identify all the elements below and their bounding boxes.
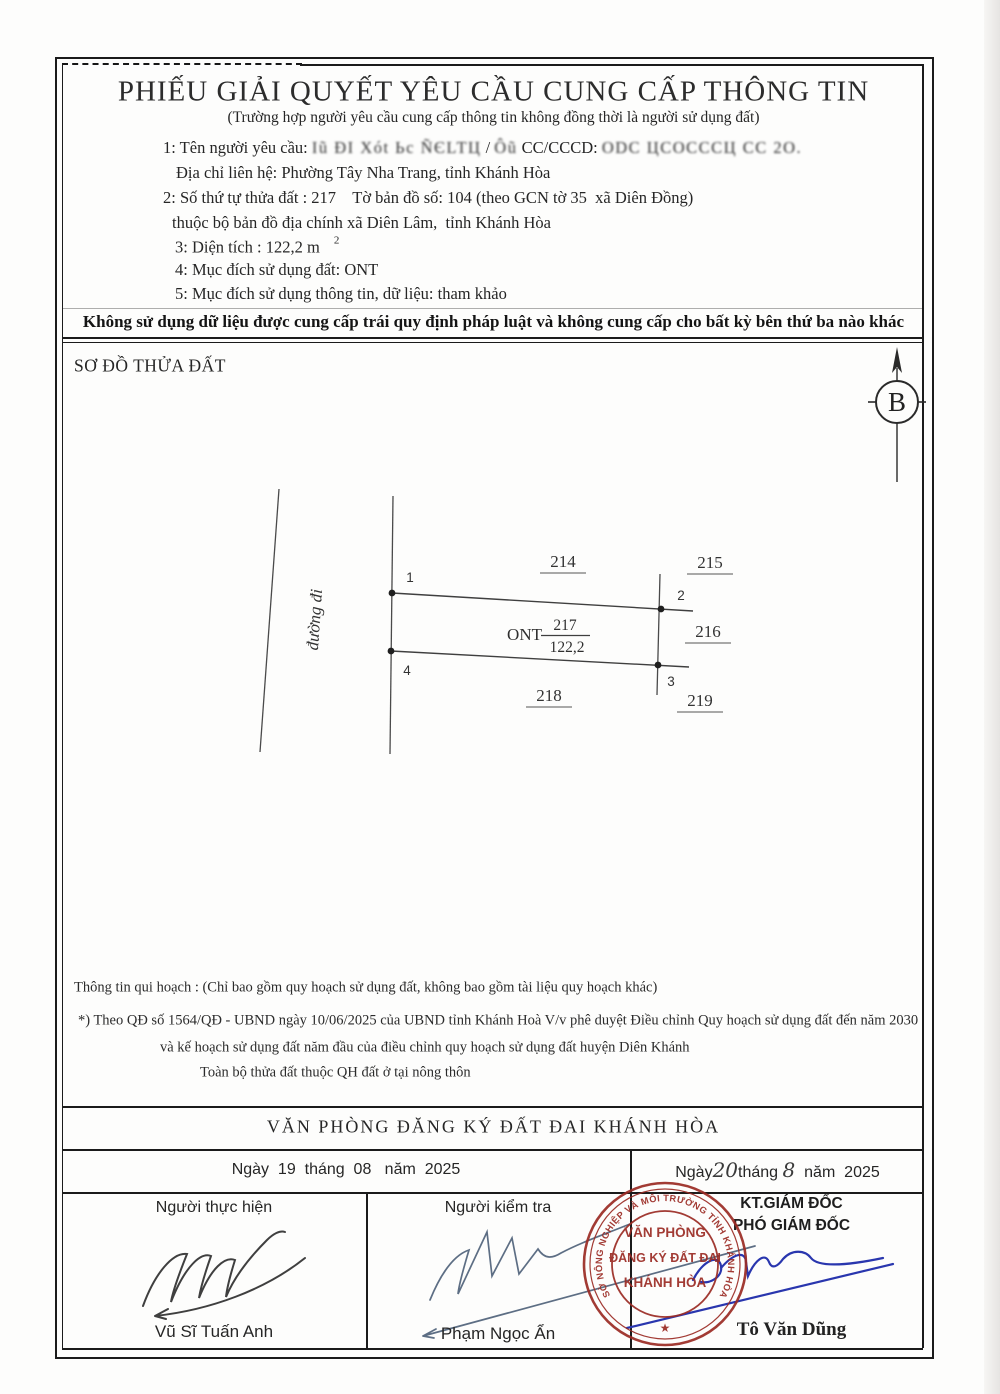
neighbor-parcel-218: 218	[536, 686, 562, 705]
parcel-number-line: 2: Số thứ tự thửa đất : 217 Tờ bản đồ số: 104 (theo GCN tờ 35 xã Diên Đồng)	[163, 188, 694, 207]
parcel-land-use: ONT	[507, 625, 542, 644]
area-line	[175, 235, 339, 258]
page-title: PHIẾU GIẢI QUYẾT YÊU CẦU CUNG CẤP THÔNG TIN	[117, 75, 870, 108]
diagram-section-title: SƠ ĐỒ THỬA ĐẤT	[74, 355, 226, 376]
executor-name: Vũ Sĩ Tuấn Anh	[154, 1322, 274, 1341]
vertex-dot-1	[389, 590, 396, 597]
scan-edge-shadow	[984, 0, 1000, 1394]
boundary-line-left	[390, 496, 393, 754]
planning-note-3: Toàn bộ thửa đất thuộc QH đất ở tại nông thôn	[200, 1064, 471, 1081]
stamp-line-2: ĐĂNG KÝ ĐẤT ĐAI	[609, 1251, 721, 1265]
parcel-number: 217	[553, 617, 577, 634]
parcel-edge-bottom	[391, 651, 689, 667]
date-right-day-handwritten: 20	[712, 1158, 739, 1182]
planning-intro: Thông tin qui hoạch : (Chỉ bao gồm quy hoạch sử dụng đất, không bao gồm tài liệu quy hoạch khác)	[74, 979, 658, 996]
cccd-label: CC/CCCD:	[521, 138, 598, 157]
boundary-line-right	[657, 574, 660, 695]
faint-divider	[62, 308, 923, 309]
applicant-label: 1: Tên người yêu cầu:	[163, 138, 308, 157]
north-label: B	[887, 387, 907, 417]
applicant-separator: /	[485, 138, 491, 157]
table-line-top	[62, 1106, 923, 1108]
redacted-cccd-number: ODC ЦCOCCCЦ CC 2O.	[601, 138, 803, 157]
executor-role: Người thực hiện	[155, 1199, 273, 1216]
planning-note-2: và kế hoạch sử dụng đất năm đầu của điều chỉnh quy hoạch sử dụng đất huyện Diên Khánh	[160, 1039, 690, 1056]
table-line-bottom	[62, 1348, 923, 1350]
vertex-dot-4	[388, 648, 395, 655]
planning-note-1: *) Theo QĐ số 1564/QĐ - UBND ngày 10/06/2025 của UBND tỉnh Khánh Hoà V/v phê duyệt Điều chỉnh Quy hoạch sử dụng đất đến năm 2030	[78, 1012, 919, 1029]
stamp-ring-text: SỞ NÔNG NGHIỆP VÀ MÔI TRƯỜNG TỈNH KHÁNH HÒA	[593, 1193, 737, 1301]
stamp-line-3: KHÁNH HÒA	[623, 1275, 707, 1290]
checker-name: Phạm Ngọc Ẩn	[440, 1324, 556, 1343]
land-use-line: 4: Mục đích sử dụng đất: ONT	[175, 260, 379, 279]
area-superscript: 2	[333, 234, 340, 247]
vertex-dot-3	[655, 662, 662, 669]
address-line: Địa chỉ liên hệ: Phường Tây Nha Trang, tỉnh Khánh Hòa	[176, 163, 551, 182]
applicant-line	[163, 138, 802, 158]
signature-stroke	[143, 1231, 285, 1306]
section-divider-thin	[62, 342, 923, 343]
director-name: Tô Văn Dũng	[736, 1319, 847, 1340]
document-inner-border-top-dashed	[62, 63, 302, 65]
document-inner-border-top	[300, 64, 923, 66]
stamp-star-icon: ★	[659, 1321, 671, 1335]
vertex-label-4: 4	[403, 663, 411, 678]
section-divider-thick	[62, 337, 923, 339]
road-line	[260, 489, 279, 752]
page-subtitle: (Trường hợp người yêu cầu cung cấp thông tin không đồng thời là người sử dụng đất)	[227, 109, 760, 126]
date-right-prefix: Ngày	[675, 1164, 713, 1181]
parcel-edge-top	[392, 593, 693, 611]
document-inner-border-right	[922, 64, 924, 1348]
neighbor-parcel-215: 215	[697, 553, 723, 572]
checker-role: Người kiểm tra	[444, 1199, 552, 1216]
table-line-3	[62, 1192, 923, 1194]
area-text: 3: Diện tích : 122,2 m	[175, 237, 320, 257]
date-right-mid: tháng	[738, 1164, 779, 1181]
redacted-id-prefix: Ôũ	[494, 138, 518, 157]
date-right-month-handwritten: 8	[782, 1158, 796, 1182]
vertex-label-2: 2	[677, 588, 685, 603]
usage-warning: Không sử dụng dữ liệu được cung cấp trái quy định pháp luật và không cung cấp cho bất kỳ bên thứ ba nào khác	[82, 312, 905, 331]
vertex-dot-2	[658, 606, 665, 613]
stamp-line-1: VĂN PHÒNG	[624, 1225, 706, 1240]
neighbor-parcel-214: 214	[550, 552, 576, 571]
cadastral-sketch	[228, 462, 803, 762]
neighbor-parcel-219: 219	[687, 691, 713, 710]
vertex-label-1: 1	[406, 570, 414, 585]
office-header: VĂN PHÒNG ĐĂNG KÝ ĐẤT ĐAI KHÁNH HÒA	[266, 1116, 721, 1137]
info-purpose-line: 5: Mục đích sử dụng thông tin, dữ liệu: tham khảo	[175, 284, 507, 303]
director-role-line2: PHÓ GIÁM ĐỐC	[732, 1217, 851, 1234]
map-book-line: thuộc bộ bản đồ địa chính xã Diên Lâm, tỉnh Khánh Hòa	[172, 213, 551, 232]
road-label: đường đi	[302, 588, 327, 651]
parcel-area: 122,2	[549, 639, 585, 656]
table-line-2	[62, 1149, 923, 1151]
date-left: Ngày 19 tháng 08 năm 2025	[231, 1161, 461, 1178]
date-right-suffix: năm 2025	[804, 1164, 880, 1181]
vertex-label-3: 3	[667, 674, 675, 689]
north-arrow-icon	[858, 344, 938, 486]
redacted-applicant-name: Iũ ĐI Xót Ьc ÑЄLTЦ	[311, 138, 482, 157]
executor-signature	[115, 1218, 375, 1338]
document-inner-border-left	[62, 64, 63, 1348]
neighbor-parcel-216: 216	[695, 622, 721, 641]
director-role-line1: KT.GIÁM ĐỐC	[740, 1195, 843, 1212]
